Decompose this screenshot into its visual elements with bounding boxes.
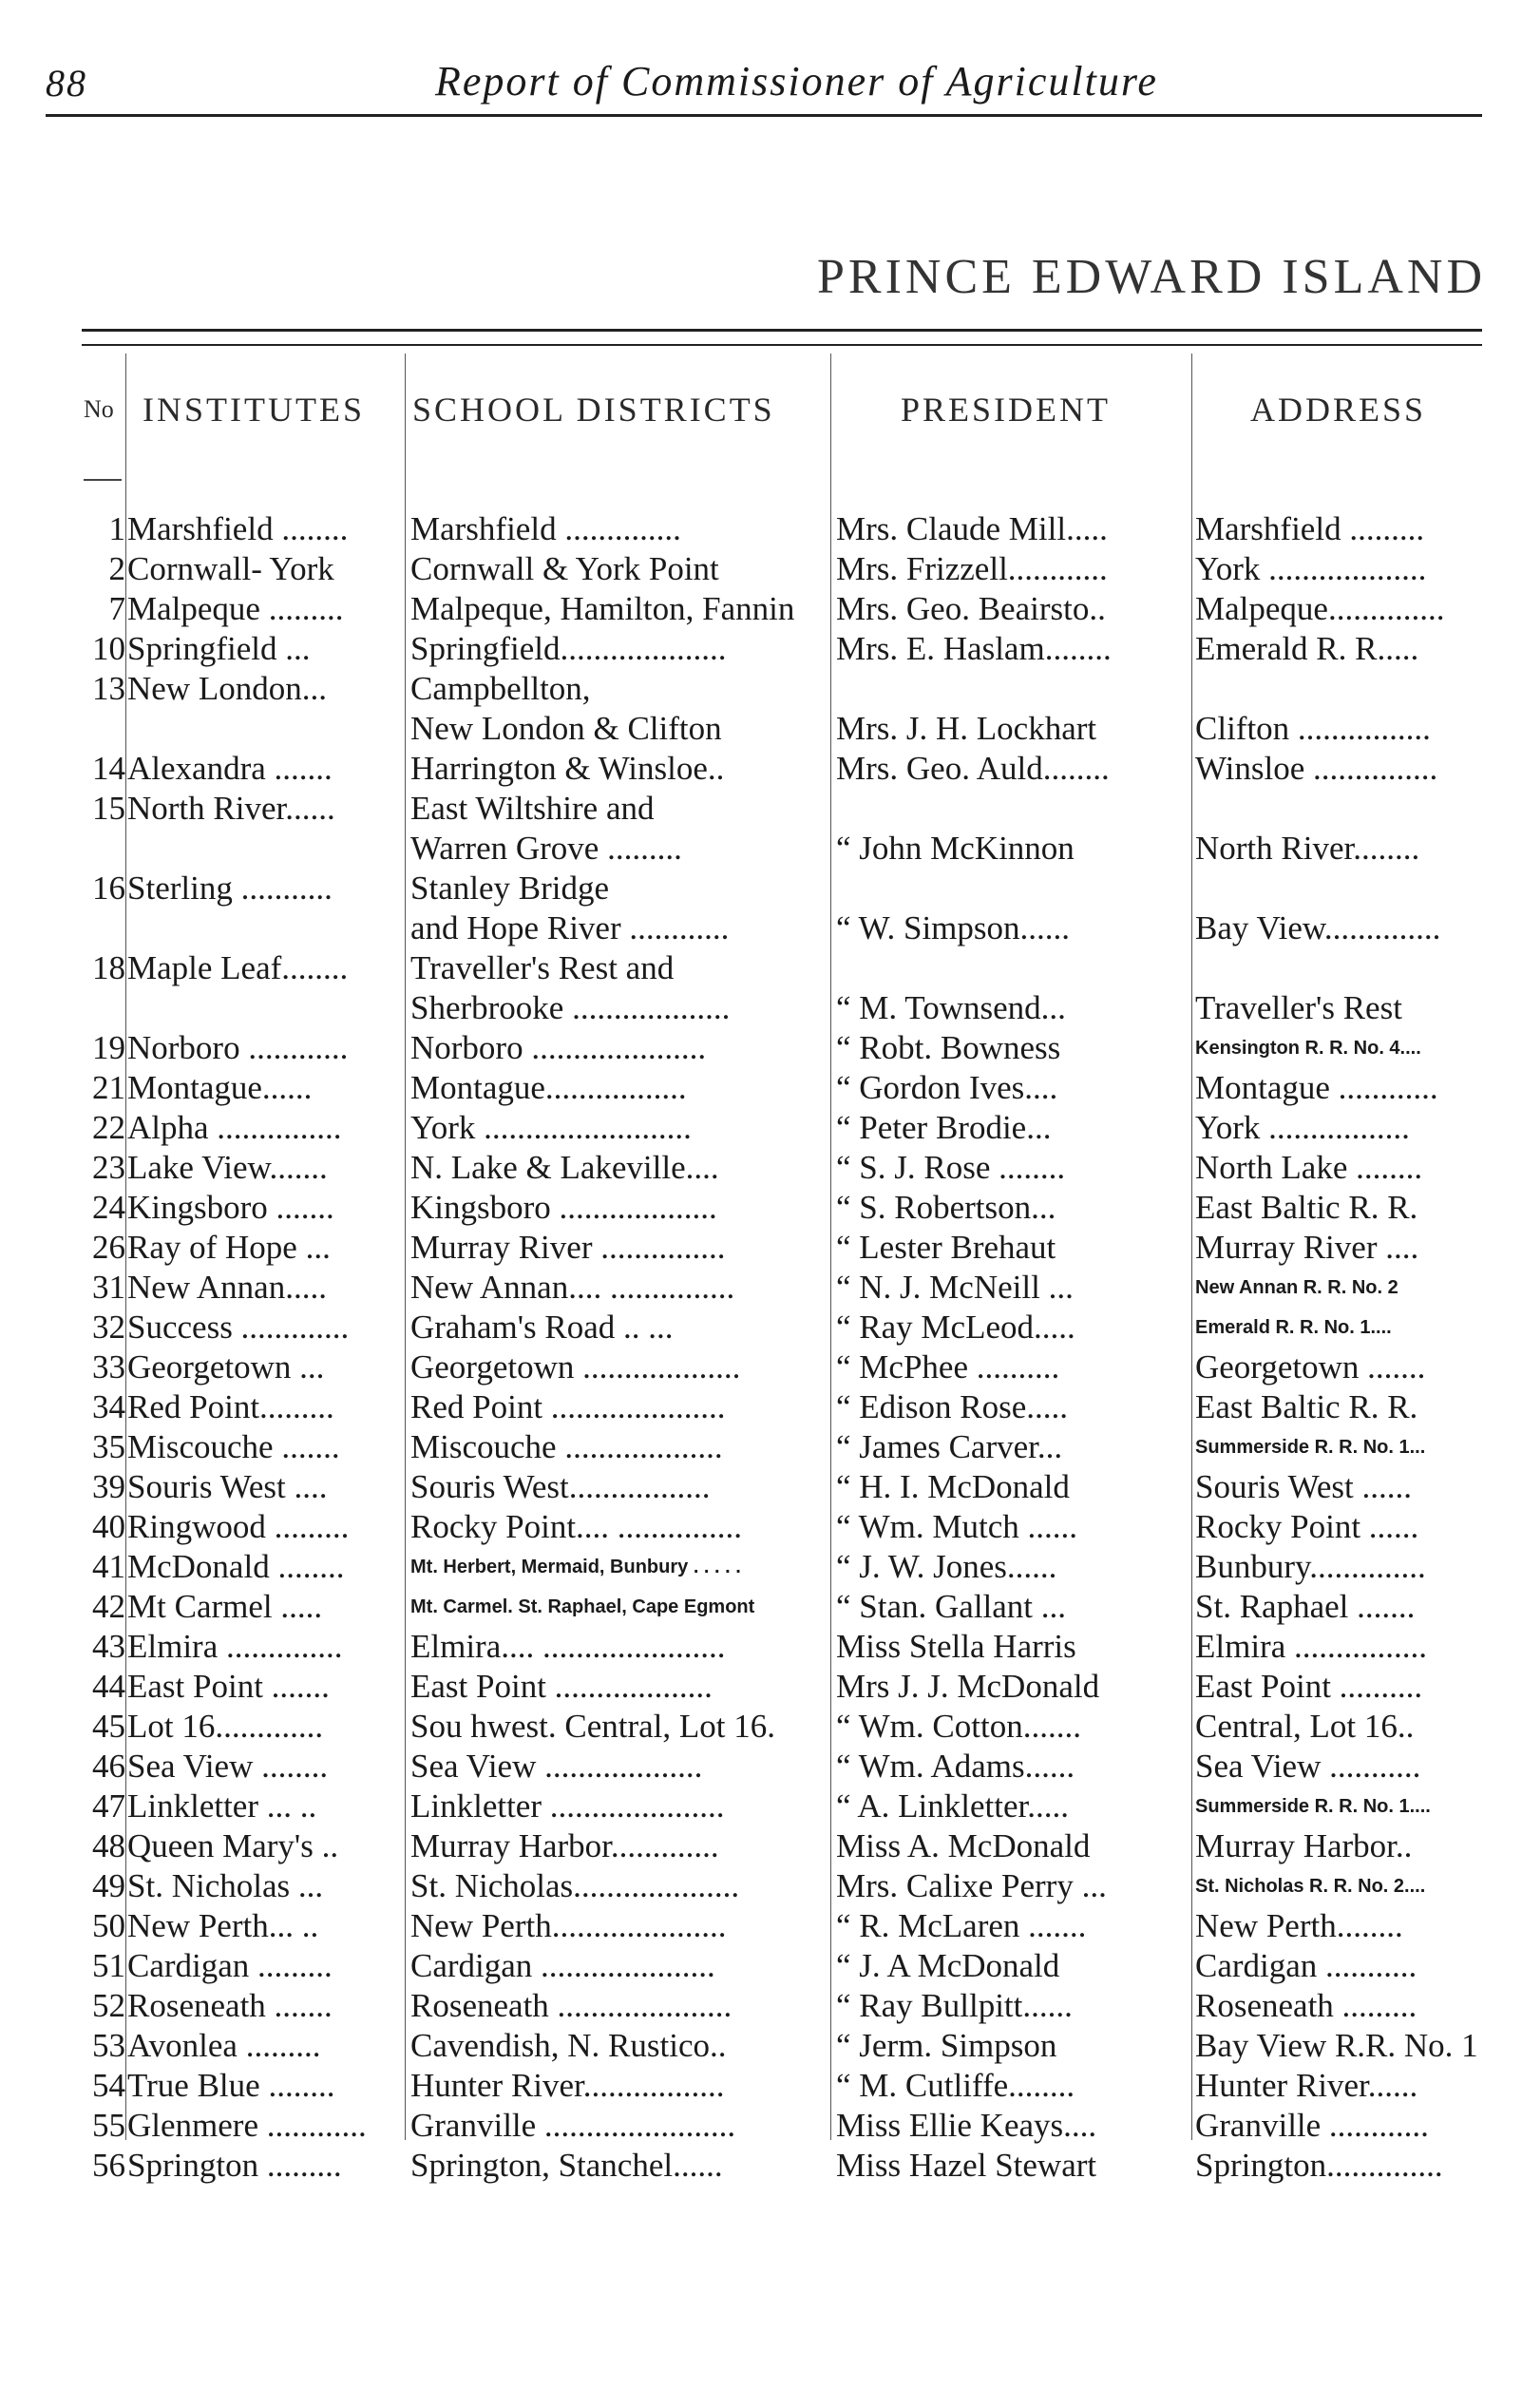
table-row [0,1587,1522,1627]
running-title: Report of Commissioner of Agriculture [435,58,1158,105]
institute-cell: Ray of Hope ... [127,1229,331,1266]
row-number: 18 [92,949,125,986]
school-district-cell: Kingsboro ................... [410,1189,717,1226]
row-number: 49 [92,1867,125,1904]
institute-cell: Norboro ............ [127,1029,349,1066]
president-cell: “ Edison Rose..... [836,1388,1069,1425]
address-cell: Granville ............ [1195,2107,1429,2144]
address-cell: Clifton ................ [1195,710,1431,747]
row-number: 54 [92,2067,125,2104]
school-district-cell: St. Nicholas.................... [410,1867,740,1904]
school-district-cell: Souris West................. [410,1468,711,1505]
table-row [0,1347,1522,1387]
school-district-cell: Elmira.... ...................... [410,1628,726,1665]
header-dash [84,479,122,481]
president-cell: Mrs. Geo. Beairsto.. [836,590,1106,627]
institute-cell: Elmira .............. [127,1628,343,1665]
row-number: 7 [108,590,125,627]
row-number: 56 [92,2147,125,2184]
school-district-cell: Roseneath ..................... [410,1987,732,2024]
table-row [0,1787,1522,1826]
row-number: 44 [92,1668,125,1705]
table-row [0,669,1522,709]
address-cell: Cardigan ........... [1195,1947,1417,1984]
institute-cell: Georgetown ... [127,1348,325,1386]
institute-cell: Miscouche ....... [127,1428,340,1465]
school-district-cell: Malpeque, Hamilton, Fannin [410,590,795,627]
address-cell: Summerside R. R. No. 1... [1195,1437,1426,1458]
row-number: 16 [92,870,125,907]
president-cell: “ Peter Brodie... [836,1109,1052,1146]
president-cell: “ Stan. Gallant ... [836,1588,1067,1625]
table-row [0,509,1522,549]
school-district-cell: Mt. Carmel. St. Raphael, Cape Egmont [410,1596,755,1617]
address-cell: North River........ [1195,830,1420,867]
row-number: 41 [92,1548,125,1585]
president-cell: Mrs. Geo. Auld........ [836,750,1110,787]
table-row [0,869,1522,908]
institute-cell: Linkletter ... .. [127,1787,317,1825]
institute-cell: New London... [127,670,327,707]
institute-cell: Red Point......... [127,1388,334,1425]
address-cell: York ................. [1195,1109,1410,1146]
president-cell: Mrs. Frizzell............ [836,550,1108,587]
address-cell: Bay View.............. [1195,909,1441,946]
address-cell: St. Raphael ....... [1195,1588,1416,1625]
institute-cell: Springfield ... [127,630,311,667]
institute-cell: Cardigan ......... [127,1947,333,1984]
table-header [0,380,1522,437]
running-head [46,55,1480,112]
table-row [0,1946,1522,1986]
address-cell: Souris West ...... [1195,1468,1412,1505]
president-cell: “ Ray Bullpitt...... [836,1987,1073,2024]
school-district-cell: Harrington & Winsloe.. [410,750,725,787]
institute-cell: St. Nicholas ... [127,1867,324,1904]
president-cell: “ Ray McLeod..... [836,1309,1075,1346]
president-cell: “ J. W. Jones...... [836,1548,1057,1585]
school-district-cell: New Annan.... ............... [410,1269,735,1306]
row-number: 40 [92,1508,125,1545]
school-district-cell: Norboro ..................... [410,1029,707,1066]
institute-cell: Malpeque ......... [127,590,344,627]
school-district-cell: New Perth..................... [410,1907,727,1944]
school-district-cell: Graham's Road .. ... [410,1309,674,1346]
table-row [0,1427,1522,1467]
row-number: 47 [92,1787,125,1825]
table-row [0,749,1522,789]
table-row [0,1627,1522,1667]
school-district-cell: Rocky Point.... ............... [410,1508,743,1545]
president-cell: “ James Carver... [836,1428,1063,1465]
table-row [0,1068,1522,1108]
address-cell: Elmira ................ [1195,1628,1427,1665]
table-row [0,709,1522,749]
institute-cell: Sea View ........ [127,1748,329,1785]
institute-cell: Avonlea ......... [127,2027,321,2064]
address-cell: Marshfield ......... [1195,510,1425,547]
institute-cell: Springton ......... [127,2147,342,2184]
row-number: 24 [92,1189,125,1226]
table-row [0,1108,1522,1148]
institute-cell: Marshfield ........ [127,510,349,547]
president-cell: “ Wm. Adams...... [836,1748,1075,1785]
president-cell: “ N. J. McNeill ... [836,1269,1074,1306]
address-cell: Malpeque.............. [1195,590,1445,627]
president-cell: Mrs. Claude Mill..... [836,510,1108,547]
institute-cell: Alexandra ....... [127,750,333,787]
row-number: 52 [92,1987,125,2024]
table-row [0,1826,1522,1866]
address-cell: New Annan R. R. No. 2 [1195,1277,1398,1298]
president-cell: “ John McKinnon [836,830,1075,867]
institute-cell: True Blue ........ [127,2067,335,2104]
school-district-cell: Stanley Bridge [410,870,609,907]
president-cell: “ A. Linkletter..... [836,1787,1069,1825]
table-row [0,1268,1522,1308]
school-district-cell: Traveller's Rest and [410,949,675,986]
table-row [0,1986,1522,2026]
president-cell: Mrs. J. H. Lockhart [836,710,1097,747]
row-number: 33 [92,1348,125,1386]
address-cell: Rocky Point ...... [1195,1508,1419,1545]
table-row [0,988,1522,1028]
table-row [0,2066,1522,2106]
president-cell: “ Jerm. Simpson [836,2027,1057,2064]
president-cell: “ Robt. Bowness [836,1029,1061,1066]
row-number: 46 [92,1748,125,1785]
table-row [0,948,1522,988]
school-district-cell: Georgetown ................... [410,1348,741,1386]
school-district-cell: East Wiltshire and [410,790,655,827]
column-header-school-districts: SCHOOL DISTRICTS [412,391,775,429]
school-district-cell: Cardigan ..................... [410,1947,715,1984]
page-number: 88 [46,62,87,105]
school-district-cell: Cavendish, N. Rustico.. [410,2027,727,2064]
president-cell: “ S. J. Rose ........ [836,1149,1066,1186]
president-cell: Miss Hazel Stewart [836,2147,1097,2184]
address-cell: Bunbury.............. [1195,1548,1426,1585]
president-cell: “ W. Simpson...... [836,909,1071,946]
school-district-cell: Hunter River................. [410,2067,725,2104]
row-number: 23 [92,1149,125,1186]
institute-cell: McDonald ........ [127,1548,345,1585]
president-cell: “ J. A McDonald [836,1947,1060,1984]
address-cell: Georgetown ....... [1195,1348,1426,1386]
school-district-cell: New London & Clifton [410,710,722,747]
school-district-cell: East Point ................... [410,1668,713,1705]
table-row [0,789,1522,829]
address-cell: Roseneath ......... [1195,1987,1417,2024]
row-number: 31 [92,1269,125,1306]
institute-cell: Glenmere ............ [127,2107,367,2144]
table-row [0,1507,1522,1547]
president-cell: “ M. Cutliffe........ [836,2067,1075,2104]
institute-cell: Lot 16............. [127,1708,324,1745]
page-title: PRINCE EDWARD ISLAND [817,250,1486,304]
address-cell: Central, Lot 16.. [1195,1708,1415,1745]
column-header-institutes: INSTITUTES [143,391,365,429]
school-district-cell: Cornwall & York Point [410,550,719,587]
row-number: 53 [92,2027,125,2064]
table-row [0,829,1522,869]
address-cell: New Perth........ [1195,1907,1403,1944]
table-row [0,2146,1522,2186]
institutes-table-body [0,509,1522,2186]
address-cell: St. Nicholas R. R. No. 2.... [1195,1876,1426,1897]
table-row [0,1148,1522,1188]
address-cell: Murray River .... [1195,1229,1419,1266]
table-row [0,1667,1522,1707]
table-row [0,1188,1522,1228]
institute-cell: Sterling ........... [127,870,333,907]
address-cell: East Baltic R. R. [1195,1189,1418,1226]
address-cell: Hunter River...... [1195,2067,1418,2104]
institute-cell: Success ............. [127,1309,350,1346]
table-row [0,908,1522,948]
president-cell: “ Gordon Ives.... [836,1069,1058,1106]
institute-cell: Alpha ............... [127,1109,342,1146]
school-district-cell: Mt. Herbert, Mermaid, Bunbury . . . . . [410,1557,741,1577]
row-number: 15 [92,790,125,827]
table-row [0,2106,1522,2146]
address-cell: East Baltic R. R. [1195,1388,1418,1425]
institute-cell: Lake View....... [127,1149,328,1186]
school-district-cell: Red Point ..................... [410,1388,726,1425]
row-number: 50 [92,1907,125,1944]
institute-cell: Montague...... [127,1069,313,1106]
table-row [0,589,1522,629]
school-district-cell: Granville ....................... [410,2107,736,2144]
header-rule [46,114,1482,117]
institute-cell: Mt Carmel ..... [127,1588,323,1625]
row-number: 42 [92,1588,125,1625]
school-district-cell: and Hope River ............ [410,909,730,946]
table-row [0,629,1522,669]
table-row [0,1028,1522,1068]
table-top-rule [82,329,1482,332]
table-row [0,1308,1522,1347]
school-district-cell: Montague................. [410,1069,687,1106]
president-cell: Miss Ellie Keays.... [836,2107,1097,2144]
school-district-cell: Murray River ............... [410,1229,726,1266]
table-row [0,1866,1522,1906]
president-cell: Mrs. E. Haslam........ [836,630,1112,667]
column-header-president: PRESIDENT [901,391,1112,429]
table-row [0,2026,1522,2066]
school-district-cell: Sea View ................... [410,1748,703,1785]
president-cell: Miss A. McDonald [836,1827,1091,1864]
address-cell: Summerside R. R. No. 1.... [1195,1796,1431,1817]
row-number: 14 [92,750,125,787]
row-number: 51 [92,1947,125,1984]
address-cell: Springton.............. [1195,2147,1443,2184]
address-cell: Traveller's Rest [1195,989,1402,1026]
address-cell: North Lake ........ [1195,1149,1423,1186]
institute-cell: Ringwood ......... [127,1508,350,1545]
institute-cell: Souris West .... [127,1468,328,1505]
president-cell: “ H. I. McDonald [836,1468,1070,1505]
table-row [0,1747,1522,1787]
address-cell: Murray Harbor.. [1195,1827,1413,1864]
row-number: 32 [92,1309,125,1346]
row-number: 48 [92,1827,125,1864]
row-number: 21 [92,1069,125,1106]
president-cell: “ Lester Brehaut [836,1229,1056,1266]
school-district-cell: Campbellton, [410,670,591,707]
school-district-cell: Springfield.................... [410,630,727,667]
row-number: 10 [92,630,125,667]
address-cell: Emerald R. R..... [1195,630,1419,667]
president-cell: “ Wm. Mutch ...... [836,1508,1078,1545]
institute-cell: Roseneath ....... [127,1987,333,2024]
institute-cell: Maple Leaf........ [127,949,349,986]
institute-cell: New Annan..... [127,1269,327,1306]
school-district-cell: Sherbrooke ................... [410,989,731,1026]
president-cell: “ McPhee .......... [836,1348,1060,1386]
president-cell: “ Wm. Cotton....... [836,1708,1081,1745]
address-cell: Sea View ........... [1195,1748,1421,1785]
school-district-cell: Marshfield .............. [410,510,681,547]
table-row [0,1467,1522,1507]
table-top-rule-inner [82,344,1482,346]
row-number: 55 [92,2107,125,2144]
school-district-cell: York ......................... [410,1109,692,1146]
institute-cell: Queen Mary's .. [127,1827,339,1864]
institute-cell: Kingsboro ....... [127,1189,334,1226]
table-row [0,1547,1522,1587]
school-district-cell: N. Lake & Lakeville.... [410,1149,719,1186]
row-number: 35 [92,1428,125,1465]
president-cell: Miss Stella Harris [836,1628,1076,1665]
row-number: 34 [92,1388,125,1425]
row-number: 1 [108,510,125,547]
table-row [0,1906,1522,1946]
address-cell: Winsloe ............... [1195,750,1438,787]
row-number: 22 [92,1109,125,1146]
president-cell: “ R. McLaren ....... [836,1907,1087,1944]
row-number: 39 [92,1468,125,1505]
school-district-cell: Sou hwest. Central, Lot 16. [410,1708,775,1745]
row-number: 43 [92,1628,125,1665]
address-cell: Emerald R. R. No. 1.... [1195,1317,1392,1338]
school-district-cell: Warren Grove ......... [410,830,682,867]
institute-cell: North River...... [127,790,335,827]
address-cell: Kensington R. R. No. 4.... [1195,1038,1421,1059]
address-cell: Montague ............ [1195,1069,1438,1106]
row-number: 19 [92,1029,125,1066]
school-district-cell: Springton, Stanchel...... [410,2147,723,2184]
president-cell: “ S. Robertson... [836,1189,1056,1226]
address-cell: East Point .......... [1195,1668,1423,1705]
institute-cell: Cornwall- York [127,550,334,587]
president-cell: Mrs J. J. McDonald [836,1668,1100,1705]
row-number: 45 [92,1708,125,1745]
president-cell: Mrs. Calixe Perry ... [836,1867,1107,1904]
institute-cell: East Point ....... [127,1668,330,1705]
school-district-cell: Miscouche ................... [410,1428,723,1465]
school-district-cell: Linkletter ..................... [410,1787,725,1825]
table-row [0,1228,1522,1268]
institute-cell: New Perth... .. [127,1907,319,1944]
row-number: 26 [92,1229,125,1266]
table-row [0,1387,1522,1427]
column-header-address: ADDRESS [1250,391,1427,429]
address-cell: Bay View R.R. No. 1 [1195,2027,1478,2064]
row-number: 2 [108,550,125,587]
table-row [0,1707,1522,1747]
row-number: 13 [92,670,125,707]
column-header-no: No [84,395,114,423]
table-row [0,549,1522,589]
president-cell: “ M. Townsend... [836,989,1066,1026]
school-district-cell: Murray Harbor............. [410,1827,719,1864]
address-cell: York ................... [1195,550,1427,587]
